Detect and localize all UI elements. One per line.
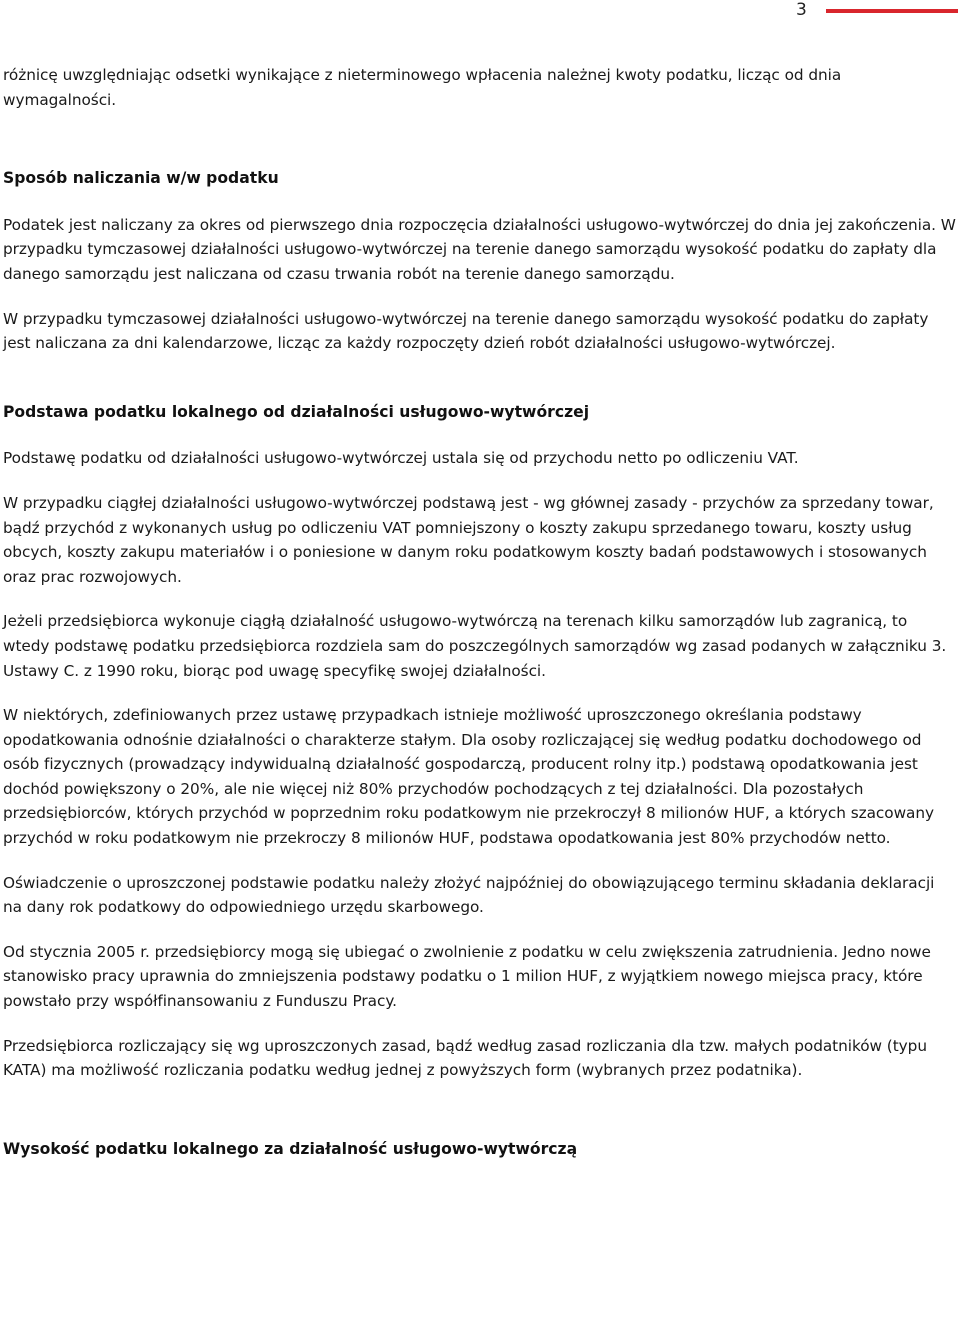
page-number: 3 <box>796 0 807 20</box>
paragraph-small-taxpayers: Przedsiębiorca rozliczający się wg uproszczonych zasad, bądź według zasad rozliczania dla tzw. małych podatników (typu KATA) ma możliwość rozliczania podatku według jednej z powyższych form (wybranych przez podatnika). <box>3 1036 927 1080</box>
paragraph-employment-exemption: Od stycznia 2005 r. przedsiębiorcy mogą się ubiegać o zwolnienie z podatku w celu zwiększenia zatrudnienia. Jedno nowe stanowisko pracy uprawnia do zmniejszenia podstawy podatku o 1 milion HUF, z wyjątkiem nowego miejsca pracy, które powstało przy współfinansowaniu z Funduszu Pracy. <box>3 942 931 1011</box>
paragraph-calculation-period: Podatek jest naliczany za okres od pierwszego dnia rozpoczęcia działalności usługowo-wytwórczej do dnia jej zakończenia. W przypadku tymczasowej działalności usługowo-wytwórczej na terenie danego samorządu wysokość podatku do zapłaty dla danego samorządu jest naliczana od czasu trwania robót na terenie danego samorządu. <box>3 215 956 283</box>
paragraph-multiple-municipalities: Jeżeli przedsiębiorca wykonuje ciągłą działalność usługowo-wytwórczą na terenach kilku samorządów lub zagranicą, to wtedy podstawę podatku przedsiębiorca rozdziela sam do poszczególnych samorządów wg zasad podanych w załączniku 3. Ustawy C. z 1990 roku, biorąc pod uwagę specyfikę swojej działalności. <box>3 612 947 680</box>
document-body <box>3 63 957 1161</box>
header-accent-rule <box>826 9 958 13</box>
paragraph-continuous-activity: W przypadku ciągłej działalności usługowo-wytwórczej podstawą jest - wg głównej zasady - przychów za sprzedany towar, bądź przychód z wykonanych usług po odliczeniu VAT pomniejszony o koszty zakupu sprzedanego towaru, koszty usług obcych, koszty zakupu materiałów i o poniesione w danym roku podatkowym koszty badań podstawowych i stosowanych oraz prac rozwojowych. <box>3 493 934 586</box>
section-heading-tax-amount: Wysokość podatku lokalnego za działalność usługowo-wytwórczą <box>3 1139 578 1158</box>
section-heading-tax-base: Podstawa podatku lokalnego od działalności usługowo-wytwórczej <box>3 402 590 421</box>
paragraph-declaration: Oświadczenie o uproszczonej podstawie podatku należy złożyć najpóźniej do obowiązującego terminu składania deklaracji na dany rok podatkowy do odpowiedniego urzędu skarbowego. <box>3 873 935 917</box>
paragraph-simplified-base: W niektórych, zdefiniowanych przez ustawę przypadkach istnieje możliwość uproszczonego określania podstawy opodatkowania odnośnie działalności o charakterze stałym. Dla osoby rozliczającej się według podatku dochodowego od osób fizycznych (prowadzący indywidualną działalność gospodarczą, producent rolny itp.) podstawą opodatkowania jest dochód powiększony o 20%, ale nie więcej niż 80% przychodów pochodzących z tej działalności. Dla pozostałych przedsiębiorców, których przychód w poprzednim roku podatkowym nie przekroczył 8 milionów HUF, a których szacowany przychód w roku podatkowym nie przekroczy 8 milionów HUF, podstawa opodatkowania jest 80% przychodów netto. <box>3 706 935 848</box>
section-heading-calculation-method: Sposób naliczania w/w podatku <box>3 169 279 188</box>
paragraph-tax-base-definition: Podstawę podatku od działalności usługowo-wytwórczej ustala się od przychodu netto po odliczeniu VAT. <box>3 449 799 468</box>
paragraph-temporary-activity: W przypadku tymczasowej działalności usługowo-wytwórczej na terenie danego samorządu wysokość podatku do zapłaty jest naliczana za dni kalendarzowe, licząc za każdy rozpoczęty dzień robót działalności usługowo-wytwórczej. <box>3 309 929 353</box>
intro-paragraph-tail: różnicę uwzględniając odsetki wynikające z nieterminowego wpłacenia należnej kwoty podatku, licząc od dnia wymagalności. <box>3 66 842 109</box>
